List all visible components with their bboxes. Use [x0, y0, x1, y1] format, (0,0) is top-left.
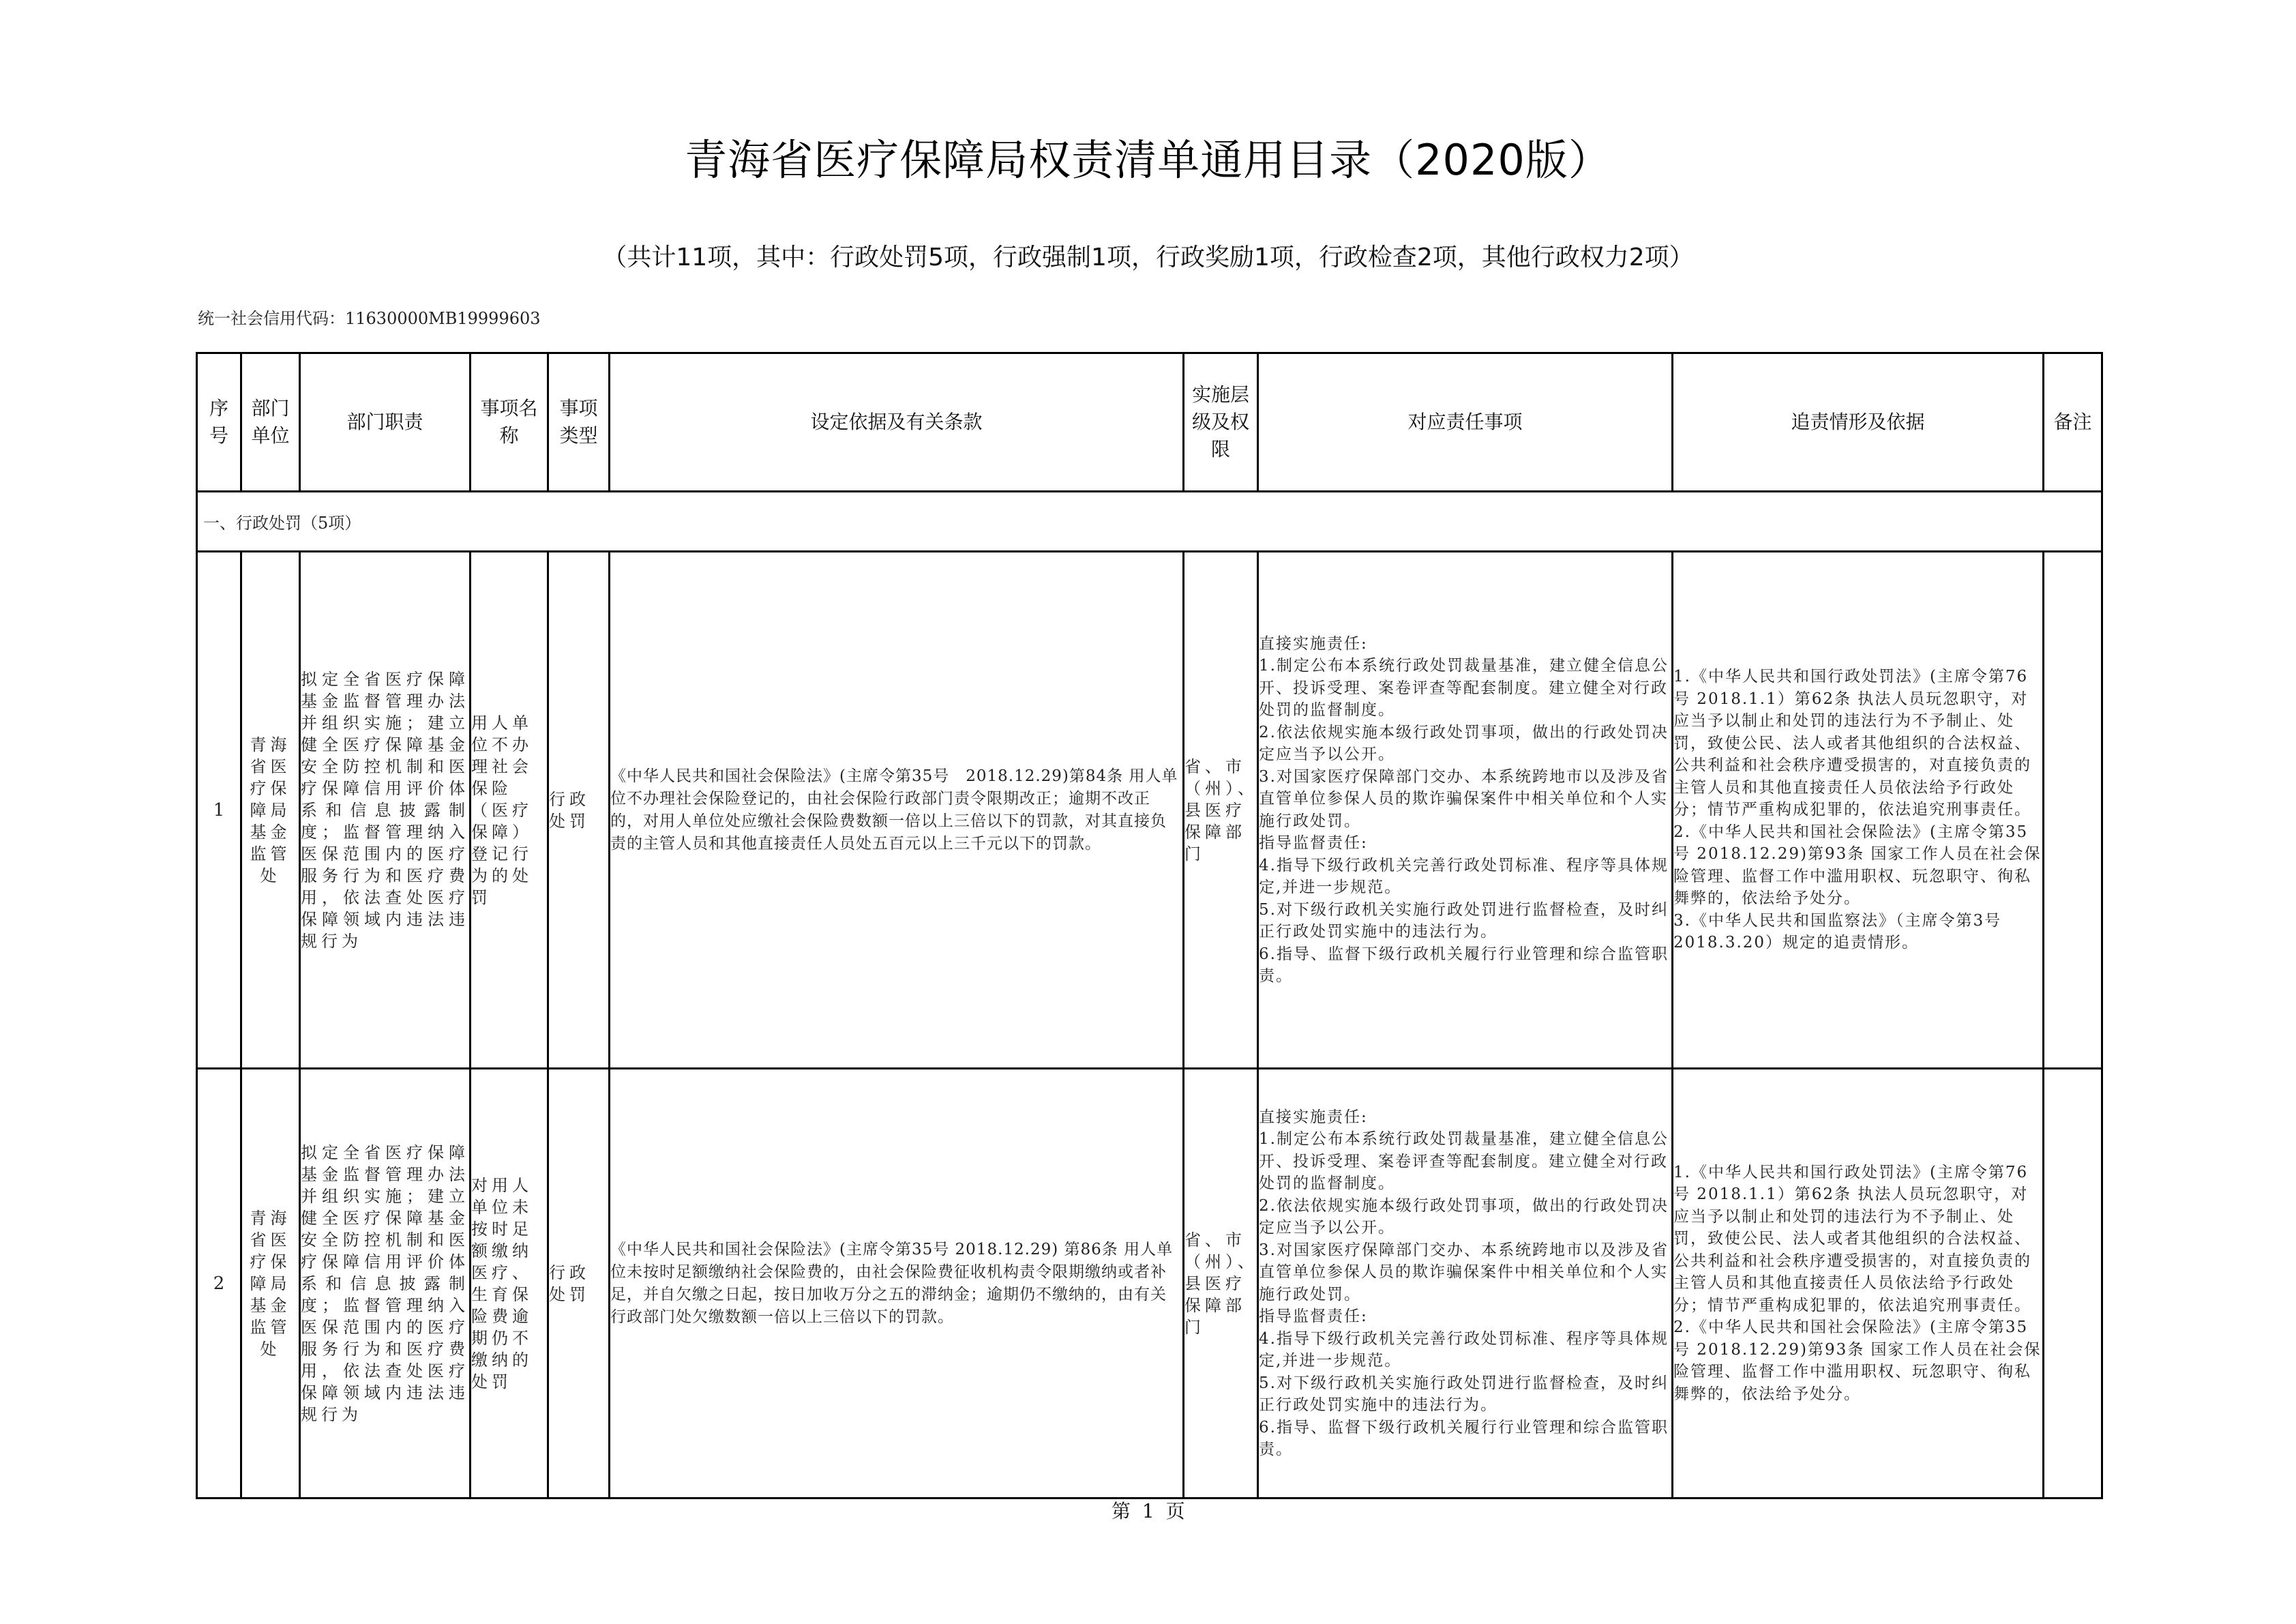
- cell-responsibility: [1258, 1069, 1673, 1498]
- responsibility-line: 4.指导下级行政机关完善行政处罚标准、程序等具体规定,并进一步规范。: [1259, 1329, 1669, 1370]
- cell-duty: 拟定全省医疗保障基金监督管理办法并组织实施；建立健全医疗保障基金安全防控机制和医疗保障信用评价体系和信息披露制度；监督管理纳入医保范围内的医疗服务行为和医疗费用，依法查处医疗保障领域内违法违规行为: [300, 1069, 471, 1498]
- header-dept: 部门单位: [241, 353, 300, 492]
- cell-dept: 青海省医疗保障局基金监管处: [241, 1069, 300, 1498]
- responsibility-line: 6.指导、监督下级行政机关履行行业管理和综合监管职责。: [1259, 1418, 1669, 1458]
- table-header-row: [197, 353, 2102, 492]
- section-title: 一、行政处罚（5项）: [197, 492, 2102, 552]
- header-seq: 序号: [197, 353, 241, 492]
- responsibility-line: 2.依法依规实施本级行政处罚事项，做出的行政处罚决定应当予以公开。: [1259, 723, 1669, 763]
- responsibility-line: 6.指导、监督下级行政机关履行行业管理和综合监管职责。: [1259, 945, 1669, 985]
- cell-accountability: [1673, 1069, 2044, 1498]
- cell-dept: 青海省医疗保障局基金监管处: [241, 552, 300, 1069]
- table-row: [197, 552, 2102, 1069]
- cell-level: 省、市（州）、县医疗保障部门: [1184, 1069, 1258, 1498]
- document-subtitle: （共计11项，其中：行政处罚5项，行政强制1项，行政奖励1项，行政检查2项，其他行政权力2项）: [602, 243, 1694, 271]
- responsibility-line: 4.指导下级行政机关完善行政处罚标准、程序等具体规定,并进一步规范。: [1259, 856, 1669, 896]
- header-basis: 设定依据及有关条款: [610, 353, 1184, 492]
- header-item-type: 事项类型: [548, 353, 610, 492]
- cell-item-type: 行政处罚: [548, 552, 610, 1069]
- cell-remark: [2044, 1069, 2102, 1498]
- cell-accountability: [1673, 552, 2044, 1069]
- accountability-line: 1.《中华人民共和国行政处罚法》(主席令第76号 2018.1.1）第62条 执法人员玩忽职守，对应当予以制止和处罚的违法行为不予制止、处罚，致使公民、法人或者其他组织的合法权益、公共利益和社会秩序遭受损害的，对直接负责的主管人员和其他直接责任人员依法给予行政处分；情节严重构成犯罪的，依法追究刑事责任。: [1673, 1163, 2031, 1314]
- header-level: 实施层级及权限: [1184, 353, 1258, 492]
- table-row: [197, 1069, 2102, 1498]
- section-row: [197, 492, 2102, 552]
- cell-remark: [2044, 552, 2102, 1069]
- cell-item-name: 对用人单位未按时足额缴纳医疗、生育保险费逾期仍不缴纳的处罚: [471, 1069, 548, 1498]
- accountability-line: 2.《中华人民共和国社会保险法》(主席令第35号 2018.12.29)第93条 国家工作人员在社会保险管理、监督工作中滥用职权、玩忽职守、徇私舞弊的，依法给予处分。: [1673, 1318, 2042, 1403]
- header-responsibility: 对应责任事项: [1258, 353, 1673, 492]
- responsibility-line: 直接实施责任:: [1259, 634, 1368, 653]
- credit-code: 统一社会信用代码：11630000MB19999603: [198, 309, 541, 328]
- cell-duty: 拟定全省医疗保障基金监督管理办法并组织实施；建立健全医疗保障基金安全防控机制和医疗保障信用评价体系和信息披露制度；监督管理纳入医保范围内的医疗服务行为和医疗费用，依法查处医疗保障领域内违法违规行为: [300, 552, 471, 1069]
- accountability-line: 2.《中华人民共和国社会保险法》(主席令第35号 2018.12.29)第93条 国家工作人员在社会保险管理、监督工作中滥用职权、玩忽职守、徇私舞弊的，依法给予处分。: [1673, 823, 2042, 908]
- responsibility-line: 直接实施责任:: [1259, 1108, 1368, 1126]
- cell-seq: 1: [197, 552, 241, 1069]
- responsibility-line: 5.对下级行政机关实施行政处罚进行监督检查，及时纠正行政处罚实施中的违法行为。: [1259, 1374, 1669, 1414]
- responsibility-line: 2.依法依规实施本级行政处罚事项，做出的行政处罚决定应当予以公开。: [1259, 1196, 1669, 1237]
- accountability-line: 3.《中华人民共和国监察法》（主席令第3号 2018.3.20）规定的追责情形。: [1673, 911, 2008, 952]
- header-duty: 部门职责: [300, 353, 471, 492]
- responsibility-line: 1.制定公布本系统行政处罚裁量基准，建立健全信息公开、投诉受理、案卷评查等配套制度。建立健全对行政处罚的监督制度。: [1259, 1130, 1669, 1192]
- cell-responsibility: [1258, 552, 1673, 1069]
- cell-basis: 《中华人民共和国社会保险法》(主席令第35号 2018.12.29)第84条 用人单位不办理社会保险登记的，由社会保险行政部门责令限期改正；逾期不改正的，对用人单位处应缴社会保险费数额一倍以上三倍以下的罚款，对其直接负责的主管人员和其他直接责任人员处五百元以上三千元以下的罚款。: [610, 552, 1184, 1069]
- cell-basis: 《中华人民共和国社会保险法》(主席令第35号 2018.12.29) 第86条 用人单位未按时足额缴纳社会保险费的，由社会保险费征收机构责令限期缴纳或者补足，并自欠缴之日起，按日加收万分之五的滞纳金；逾期仍不缴纳的，由有关行政部门处欠缴数额一倍以上三倍以下的罚款。: [610, 1069, 1184, 1498]
- header-accountability: 追责情形及依据: [1673, 353, 2044, 492]
- responsibility-line: 指导监督责任:: [1259, 834, 1368, 852]
- cell-item-name: 用人单位不办理社会保险（医疗保障）登记行为的处罚: [471, 552, 548, 1069]
- header-remark: 备注: [2044, 353, 2102, 492]
- responsibility-line: 指导监督责任:: [1259, 1308, 1368, 1325]
- cell-item-type: 行政处罚: [548, 1069, 610, 1498]
- responsibility-line: 5.对下级行政机关实施行政处罚进行监督检查，及时纠正行政处罚实施中的违法行为。: [1259, 900, 1669, 941]
- page-number: 第 1 页: [1112, 1500, 1185, 1522]
- header-item-name: 事项名称: [471, 353, 548, 492]
- cell-seq: 2: [197, 1069, 241, 1498]
- responsibility-line: 1.制定公布本系统行政处罚裁量基准，建立健全信息公开、投诉受理、案卷评查等配套制度。建立健全对行政处罚的监督制度。: [1259, 657, 1669, 719]
- accountability-line: 1.《中华人民共和国行政处罚法》(主席令第76号 2018.1.1）第62条 执法人员玩忽职守，对应当予以制止和处罚的违法行为不予制止、处罚，致使公民、法人或者其他组织的合法权益、公共利益和社会秩序遭受损害的，对直接负责的主管人员和其他直接责任人员依法给予行政处分；情节严重构成犯罪的，依法追究刑事责任。: [1673, 668, 2031, 819]
- document-title: 青海省医疗保障局权责清单通用目录（2020版）: [685, 135, 1611, 185]
- responsibility-line: 3.对国家医疗保障部门交办、本系统跨地市以及涉及省直管单位参保人员的欺诈骗保案件中相关单位和个人实施行政处罚。: [1259, 767, 1669, 830]
- power-list-table: [196, 352, 2103, 1499]
- responsibility-line: 3.对国家医疗保障部门交办、本系统跨地市以及涉及省直管单位参保人员的欺诈骗保案件中相关单位和个人实施行政处罚。: [1259, 1241, 1669, 1303]
- cell-level: 省、市（州）、县医疗保障部门: [1184, 552, 1258, 1069]
